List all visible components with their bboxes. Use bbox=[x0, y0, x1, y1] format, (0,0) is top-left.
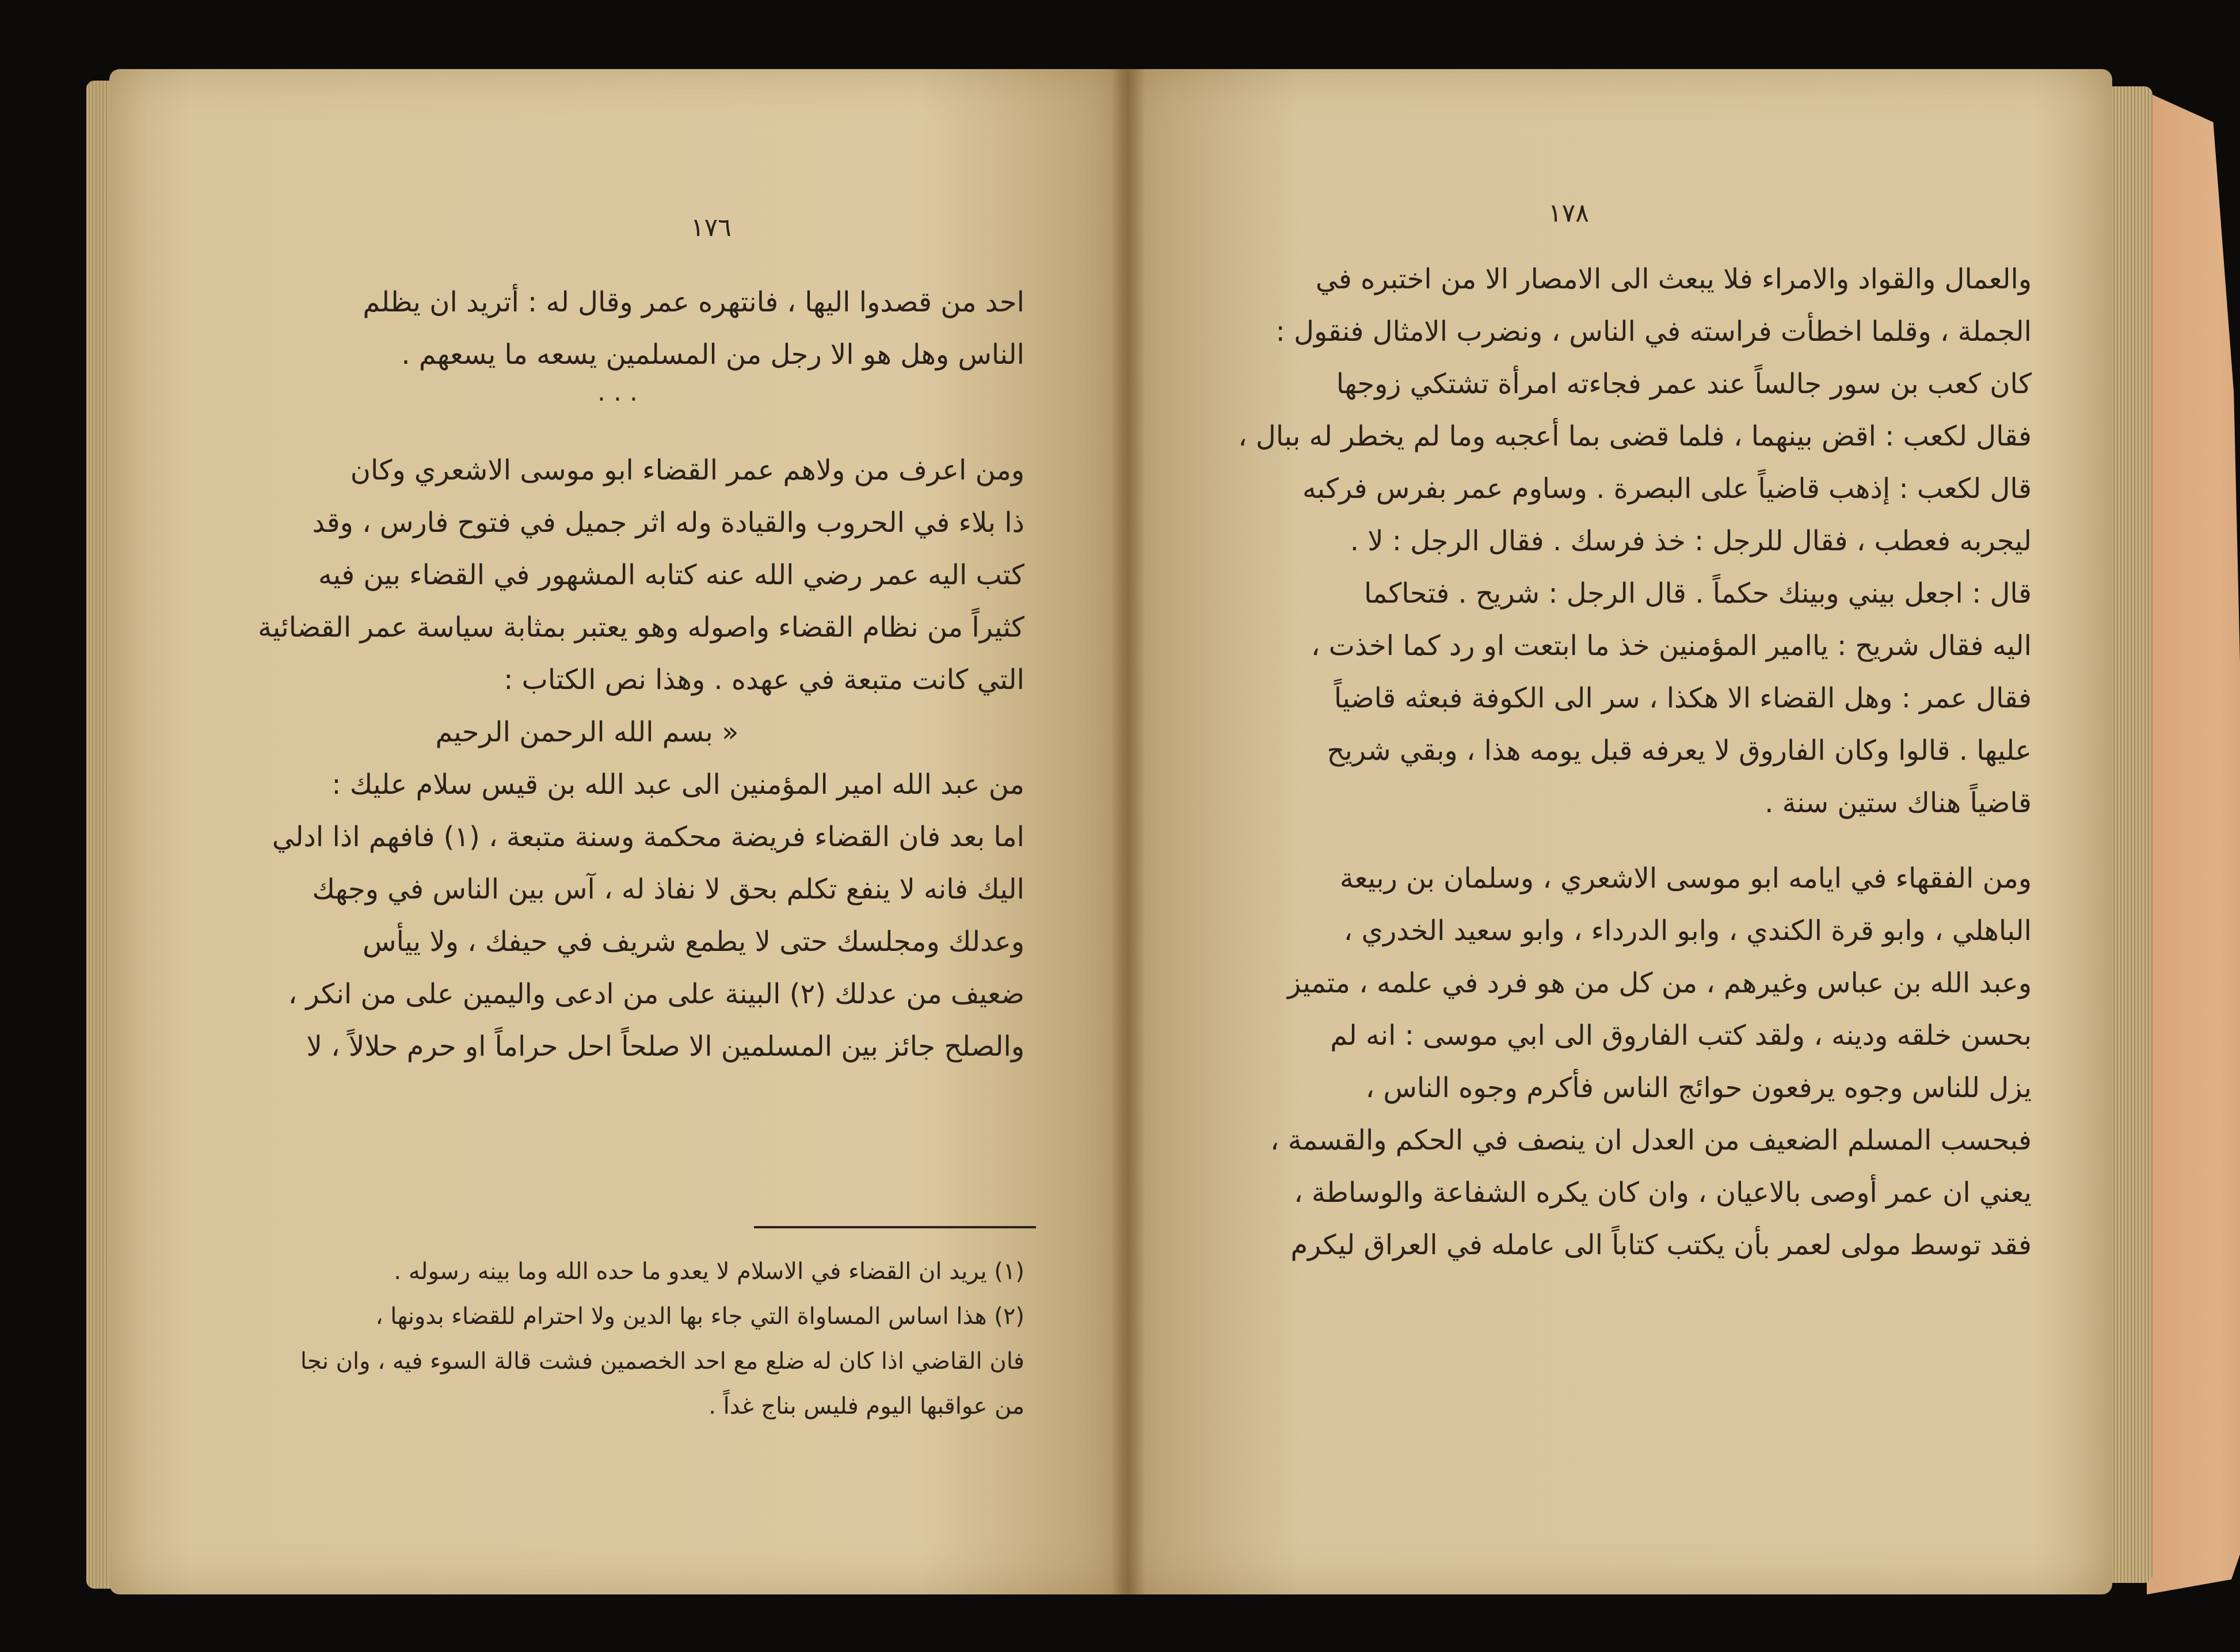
text-line: والعمال والقواد والامراء فلا يبعث الى الامصار الا من اختبره في bbox=[1315, 263, 2032, 295]
text-line: قال لكعب : إذهب قاضياً على البصرة . وساوم عمر بفرس فركبه bbox=[1302, 473, 2032, 505]
text-line: فقال لكعب : اقض بينهما ، فلما قضى بما أعجبه وما لم يخطر له ببال ، bbox=[1238, 420, 2032, 452]
text-line: من عبد الله امير المؤمنين الى عبد الله بن قيس سلام عليك : bbox=[332, 768, 1024, 801]
footnote-line: من عواقبها اليوم فليس بناج غداً . bbox=[708, 1393, 1024, 1419]
book-gutter bbox=[1111, 69, 1145, 1594]
open-book bbox=[63, 58, 2164, 1612]
footnote-line: (٢) هذا اساس المساواة التي جاء بها الدين ولا احترام للقضاء بدونها ، bbox=[375, 1303, 1024, 1330]
text-line: وعدلك ومجلسك حتى لا يطمع شريف في حيفك ، ولا ييأس bbox=[363, 926, 1024, 958]
text-line: ضعيف من عدلك (٢) البينة على من ادعى واليمين على من انكر ، bbox=[288, 978, 1024, 1010]
text-line: ذا بلاء في الحروب والقيادة وله اثر جميل في فتوح فارس ، وقد bbox=[312, 507, 1024, 539]
text-line: ومن الفقهاء في ايامه ابو موسى الاشعري ، وسلمان بن ربيعة bbox=[1339, 862, 2032, 894]
text-line: عليها . قالوا وكان الفاروق لا يعرفه قبل يومه هذا ، وبقي شريح bbox=[1327, 734, 2032, 767]
right-page bbox=[1122, 69, 2112, 1594]
text-line: كتب اليه عمر رضي الله عنه كتابه المشهور في القضاء بين فيه bbox=[318, 559, 1024, 591]
torn-endpaper bbox=[2147, 92, 2240, 1594]
text-line: يعني ان عمر أوصى بالاعيان ، وان كان يكره الشفاعة والوساطة ، bbox=[1294, 1177, 2032, 1209]
footnote-line: فان القاضي اذا كان له ضلع مع احد الخصمين فشت قالة السوء فيه ، وان نجا bbox=[300, 1348, 1024, 1375]
text-line: كثيراً من نظام القضاء واصوله وهو يعتبر بمثابة سياسة عمر القضائية bbox=[258, 611, 1024, 644]
text-line: وعبد الله بن عباس وغيرهم ، من كل من هو فرد في علمه ، متميز bbox=[1287, 967, 2032, 999]
text-line: اما بعد فان القضاء فريضة محكمة وسنة متبعة ، (١) فافهم اذا ادلي bbox=[272, 821, 1024, 853]
text-line: اليك فانه لا ينفع تكلم بحق لا نفاذ له ، آس بين الناس في وجهك bbox=[312, 873, 1024, 905]
text-line: فبحسب المسلم الضعيف من العدل ان ينصف في الحكم والقسمة ، bbox=[1270, 1124, 2032, 1156]
text-line: يزل للناس وجوه يرفعون حوائج الناس فأكرم وجوه الناس ، bbox=[1365, 1072, 2032, 1104]
text-line: ومن اعرف من ولاهم عمر القضاء ابو موسى الاشعري وكان bbox=[350, 454, 1024, 486]
text-line: قال : اجعل بيني وبينك حكماً . قال الرجل : شريح . فتحاكما bbox=[1364, 577, 2032, 610]
left-page-number: ١٧٦ bbox=[691, 213, 732, 242]
text-line: ليجربه فعطب ، فقال للرجل : خذ فرسك . فقال الرجل : لا . bbox=[1350, 525, 2032, 557]
text-line: فقال عمر : وهل القضاء الا هكذا ، سر الى الكوفة فبعثه قاضياً bbox=[1334, 682, 2032, 714]
left-page bbox=[109, 69, 1122, 1594]
left-page-body bbox=[219, 276, 1024, 1073]
right-page-body bbox=[1226, 253, 2032, 1272]
footnotes bbox=[219, 1249, 1024, 1429]
basmala-line: « بسم الله الرحمن الرحيم bbox=[435, 716, 739, 748]
text-line: الجملة ، وقلما اخطأت فراسته في الناس ، ونضرب الامثال فنقول : bbox=[1275, 315, 2032, 348]
text-line: والصلح جائز بين المسلمين الا صلحاً احل حراماً او حرم حلالاً ، لا bbox=[306, 1030, 1024, 1063]
right-page-number: ١٧٨ bbox=[1548, 199, 1589, 228]
text-line: الباهلي ، وابو قرة الكندي ، وابو الدرداء ، وابو سعيد الخدري ، bbox=[1343, 915, 2032, 947]
text-line: الناس وهل هو الا رجل من المسلمين يسعه ما يسعهم . bbox=[401, 338, 1024, 371]
text-line: التي كانت متبعة في عهده . وهذا نص الكتاب : bbox=[504, 664, 1024, 696]
footnote-line: (١) يريد ان القضاء في الاسلام لا يعدو ما حده الله وما بينه رسوله . bbox=[394, 1258, 1024, 1285]
text-line: احد من قصدوا اليها ، فانتهره عمر وقال له : أتريد ان يظلم bbox=[363, 286, 1024, 318]
footnote-rule bbox=[754, 1226, 1036, 1228]
text-line: كان كعب بن سور جالساً عند عمر فجاءته امرأة تشتكي زوجها bbox=[1336, 368, 2032, 400]
text-line: فقد توسط مولى لعمر بأن يكتب كتاباً الى عامله في العراق ليكرم bbox=[1290, 1229, 2032, 1261]
text-line: بحسن خلقه ودينه ، ولقد كتب الفاروق الى ابي موسى : انه لم bbox=[1330, 1019, 2032, 1052]
section-separator: ... bbox=[597, 378, 646, 407]
text-line: اليه فقال شريح : ياامير المؤمنين خذ ما ابتعت او رد كما اخذت ، bbox=[1311, 630, 2032, 662]
text-line: قاضياً هناك ستين سنة . bbox=[1765, 787, 2032, 819]
